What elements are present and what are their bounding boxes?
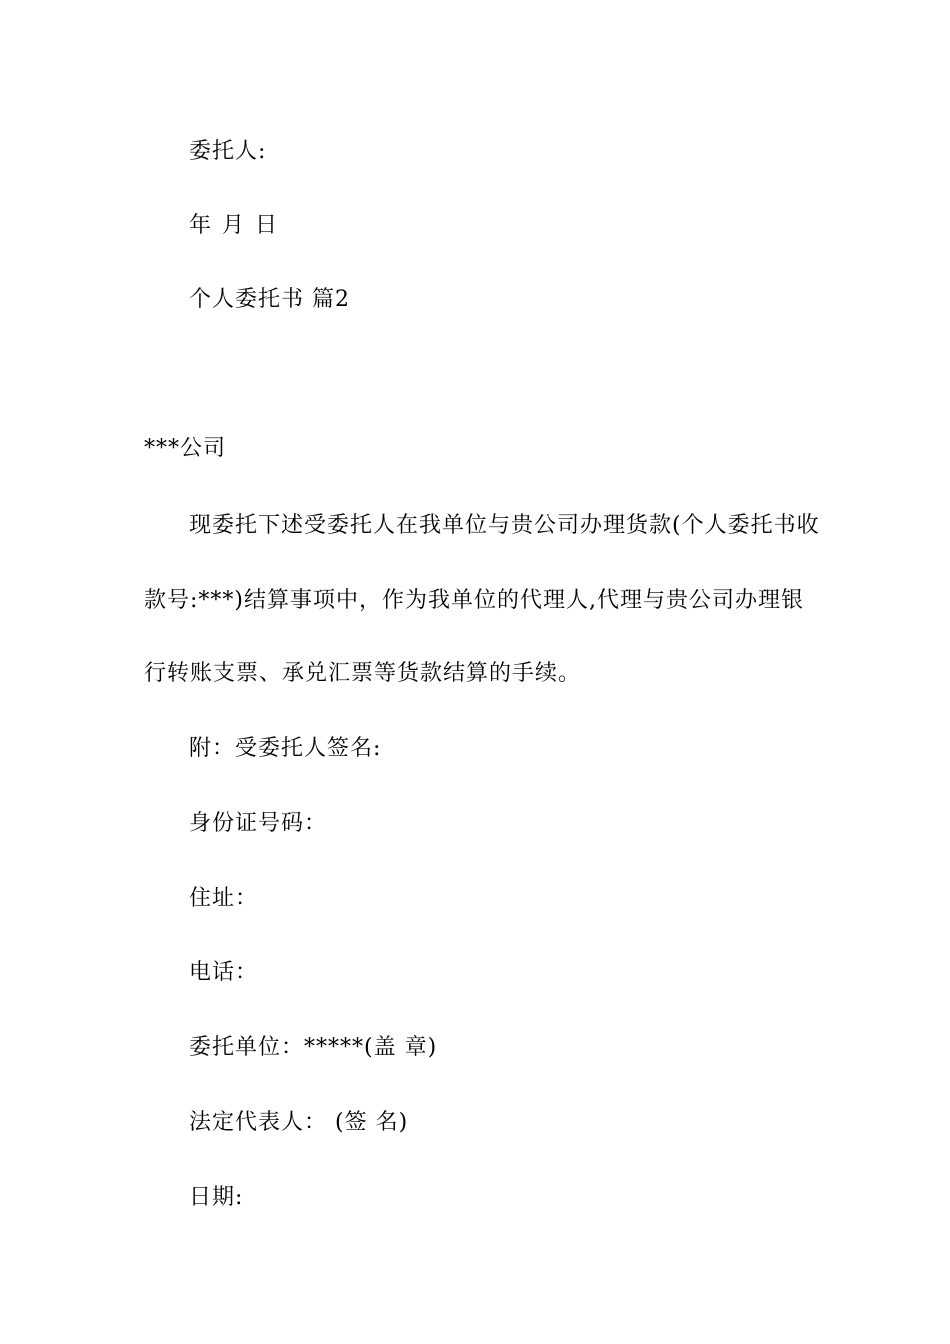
body-paragraph-line-2: 款号:***)结算事项中，作为我单位的代理人,代理与贵公司办理银 — [144, 588, 804, 613]
principal-line: 委托人: — [189, 139, 267, 164]
signing-date-line: 日期: — [189, 1185, 244, 1210]
addressee-line: ***公司 — [144, 436, 227, 461]
address-line: 住址： — [189, 886, 259, 911]
agent-signature-line: 附：受委托人签名: — [189, 736, 382, 761]
date-line: 年 月 日 — [189, 213, 279, 238]
body-paragraph-line-1: 现委托下述受委托人在我单位与贵公司办理货款(个人委托书收 — [189, 513, 820, 538]
id-number-line: 身份证号码： — [189, 811, 328, 836]
phone-line: 电话： — [189, 960, 259, 985]
legal-representative-line: 法定代表人： (签 名) — [189, 1110, 409, 1135]
section-heading: 个人委托书 篇2 — [189, 287, 350, 312]
entrusting-unit-line: 委托单位：*****(盖 章) — [189, 1035, 438, 1060]
body-paragraph-line-3: 行转账支票、承兑汇票等货款结算的手续。 — [144, 661, 582, 686]
